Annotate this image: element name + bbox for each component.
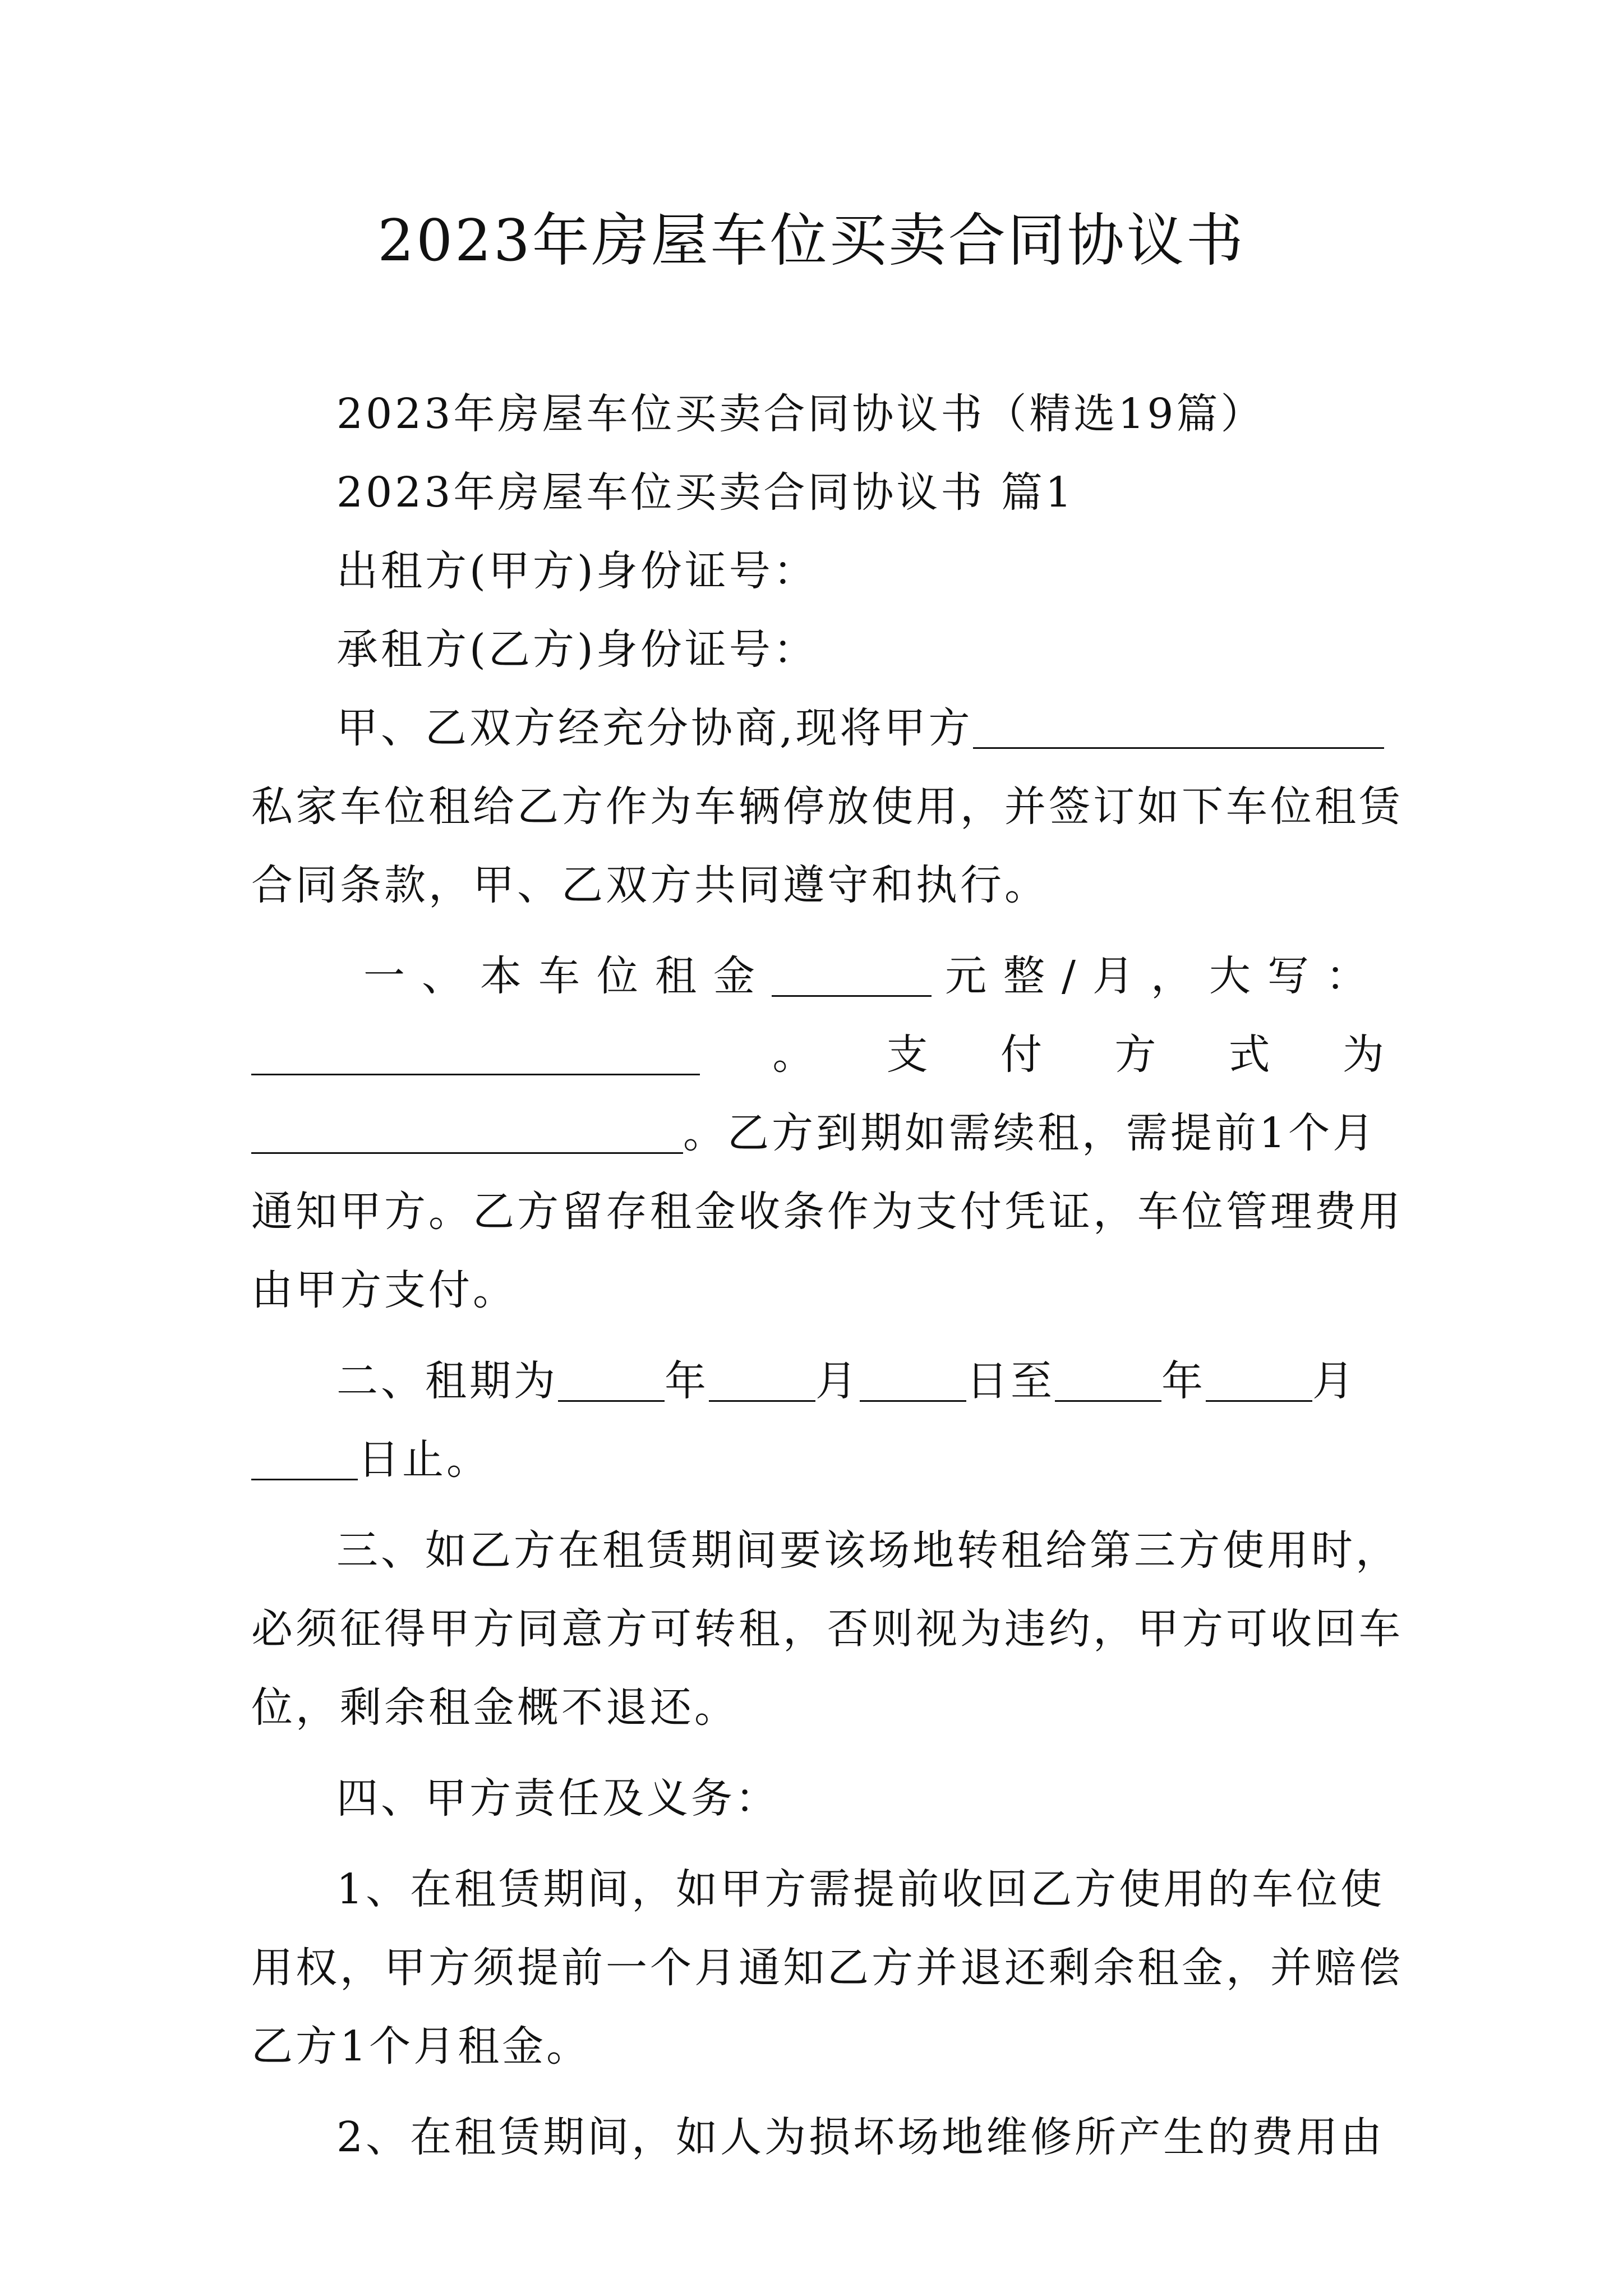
clause-1-text-d: 。乙方到期如需续租，需提前1个月 (683, 1109, 1377, 1157)
clause-4-2-line-1: 2、在租赁期间，如人为损坏场地维修所产生的费用由 (336, 2113, 1385, 2161)
clause-1-line-4: 通知甲方。乙方留存租金收条作为支付凭证，车位管理费用 (251, 1188, 1403, 1236)
month-label: 月 (1312, 1357, 1357, 1405)
clause-4-1-line-2: 用权，甲方须提前一个月通知乙方并退还剩余租金，并赔偿 (251, 1944, 1403, 1992)
c1-char: 。 (772, 1030, 814, 1079)
blank-start-year (558, 1361, 665, 1402)
c1-char: 付 (1000, 1030, 1042, 1079)
clause-3-line-3: 位，剩余租金概不退还。 (251, 1683, 739, 1732)
clause-1-text-a: 一、本车位租金 (363, 952, 772, 1000)
lessee-id-line: 承租方(乙方)身份证号： (336, 625, 818, 674)
clause-1-line-1 (251, 937, 1384, 1015)
c1-char: 为 (1342, 1030, 1384, 1079)
lessor-id-line: 出租方(甲方)身份证号： (336, 547, 818, 595)
clause-1-text-b: 元整/月，大写： (945, 952, 1384, 1000)
clause-1-line-5: 由甲方支付。 (251, 1266, 517, 1314)
clause-4-1-line-3: 乙方1个月租金。 (251, 2022, 591, 2070)
clause-4-1-line-1: 1、在租赁期间，如甲方需提前收回乙方使用的车位使 (336, 1865, 1385, 1913)
section-heading: 2023年房屋车位买卖合同协议书 篇1 (336, 468, 1075, 517)
clause-1-line-2 (251, 1015, 1384, 1094)
blank-payment-method (251, 1113, 683, 1154)
intro-line-2: 私家车位租给乙方作为车辆停放使用，并签订如下车位租赁 (251, 783, 1403, 831)
clause-2-line-2 (251, 1420, 1384, 1499)
clause-2-end: 日止。 (358, 1435, 491, 1484)
blank-start-month (709, 1361, 815, 1402)
blank-end-month (1206, 1361, 1312, 1402)
blank-rent-uppercase (251, 1034, 700, 1075)
intro-line-1 (251, 689, 1384, 767)
intro-line-3: 合同条款，甲、乙双方共同遵守和执行。 (251, 861, 1049, 909)
subtitle-line: 2023年房屋车位买卖合同协议书（精选19篇） (336, 390, 1265, 438)
clause-4-heading: 四、甲方责任及义务： (336, 1774, 780, 1823)
blank-end-year (1055, 1361, 1161, 1402)
blank-start-day (860, 1361, 966, 1402)
clause-3-line-2: 必须征得甲方同意方可转租，否则视为违约，甲方可收回车 (251, 1605, 1403, 1653)
clause-3-line-1: 三、如乙方在租赁期间要该场地转租给第三方使用时， (336, 1526, 1400, 1575)
clause-2-line-1 (251, 1342, 1384, 1420)
document-body (251, 375, 1403, 2177)
day-to-label: 日至 (966, 1357, 1055, 1405)
c1-char: 支 (886, 1030, 928, 1079)
blank-lessor-location (973, 708, 1384, 749)
blank-rent-amount (772, 956, 932, 997)
intro-text: 甲、乙双方经充分协商,现将甲方 (336, 704, 973, 752)
clause-2-text: 二、租期为 (336, 1357, 558, 1405)
document-title: 2023年房屋车位买卖合同协议书 (377, 208, 1246, 274)
blank-end-day (251, 1439, 358, 1480)
month-label: 月 (815, 1357, 860, 1405)
clause-1-line-3 (251, 1094, 1384, 1172)
year-label: 年 (665, 1357, 709, 1405)
c1-char: 式 (1228, 1030, 1270, 1079)
year-label: 年 (1161, 1357, 1206, 1405)
c1-char: 方 (1114, 1030, 1156, 1079)
